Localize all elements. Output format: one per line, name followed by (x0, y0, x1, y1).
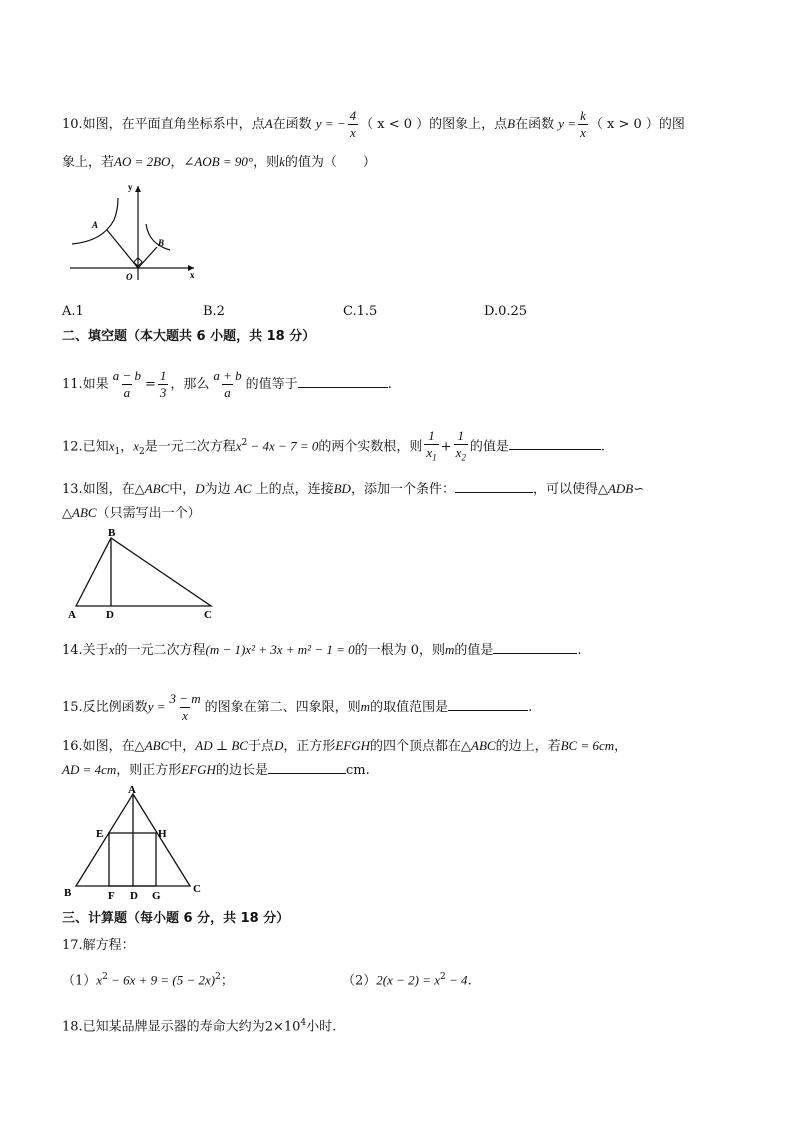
q16-line1 (62, 736, 627, 757)
q16-answer-blank[interactable] (268, 761, 346, 774)
q13-text-f: ，添加一个条件： (350, 482, 455, 497)
q17-p1-sup: 2 (102, 972, 108, 982)
q10-fn1-lhs: y = − (315, 116, 346, 131)
fraction-den-var: x (455, 445, 462, 460)
q12-eq-a: x (235, 438, 242, 454)
q16-unit: cm (345, 763, 366, 778)
q11-fraction-1 (111, 368, 143, 401)
q16-text-k: 的边长是 (215, 763, 268, 778)
q15-text-c: 的取值范围是 (370, 700, 449, 715)
label-c: C (204, 609, 212, 621)
fraction-numerator: a − b (112, 368, 141, 383)
q12-text-c: 的两个实数根，则 (318, 439, 423, 455)
q15-lhs: y = (147, 699, 166, 714)
fraction-numerator: 1 (428, 428, 435, 443)
q18-val: 2×10 (264, 1019, 301, 1035)
q16-text-a: 16.如图，在△ (62, 739, 145, 754)
q16-abc-2: ABC (471, 738, 496, 753)
q17-parts (62, 967, 472, 991)
q10-line1 (62, 108, 685, 141)
section-2-heading: 二、填空题（本大题共 6 小题，共 18 分） (62, 329, 316, 344)
fraction-numerator: a + b (213, 368, 242, 383)
q10-point-b: B (507, 116, 516, 131)
label-h: H (158, 828, 167, 840)
q17-p2-label: （2） (342, 973, 377, 989)
fraction-numerator: 4 (349, 108, 357, 123)
q13-text-h: （只需写出一个） (96, 506, 201, 521)
q16-bc: BC = 6cm (560, 738, 615, 753)
q12 (62, 428, 605, 466)
q12-eq-sup: 2 (241, 437, 248, 448)
option-a[interactable]: A.1 (62, 304, 84, 319)
q16-sq-2: EFGH (181, 762, 216, 777)
q16-text-e: ，正方形 (283, 739, 336, 754)
q13-bd: BD (333, 481, 351, 496)
q15-answer-blank[interactable] (448, 698, 528, 711)
q10-fn2-fraction (578, 108, 588, 141)
q14-x: x (108, 642, 115, 657)
q10-cond2: （ x > 0 ） (589, 117, 659, 132)
q16-text-f: 的四个顶点都在△ (370, 739, 472, 754)
q11-text-b: ，那么 (170, 377, 210, 392)
q13-answer-blank[interactable] (455, 480, 533, 493)
fraction-denominator: 3 (159, 385, 167, 400)
q17-p1-a: x (96, 972, 103, 988)
q18-sup: 4 (300, 1018, 307, 1028)
q14 (62, 640, 582, 661)
label-c: C (193, 883, 201, 895)
q13-text-c: 为边 (204, 482, 231, 497)
q10-cond1: （ x < 0 ） (360, 117, 430, 132)
fraction-denominator: a (123, 385, 131, 400)
q12-text-a: 12.已知 (62, 439, 109, 455)
fraction-denominator: x (349, 125, 356, 140)
q13-line2 (62, 503, 201, 524)
q12-end: . (600, 439, 605, 455)
segment-ao (107, 230, 138, 268)
q10-text-f: 象上，若 (62, 155, 115, 170)
q10-text-b: 在函数 (272, 117, 312, 132)
option-c[interactable]: C.1.5 (343, 304, 378, 319)
triangle-abc (76, 538, 211, 606)
option-b[interactable]: B.2 (203, 304, 225, 319)
q14-text-d: 的值是 (454, 643, 494, 658)
q17-p2-a: 2(x − 2) = x (376, 972, 441, 988)
label-e: E (96, 828, 104, 840)
fraction-numerator: 1 (457, 428, 464, 443)
q14-end: . (577, 643, 582, 658)
q15-text-a: 15.反比例函数 (62, 700, 148, 715)
label-d: D (130, 890, 138, 902)
q15-fraction (167, 691, 202, 724)
q16-sq: EFGH (335, 738, 371, 753)
section-3-heading: 三、计算题（每小题 6 分，共 18 分） (62, 911, 290, 926)
q17-p1-label: （1） (62, 973, 97, 989)
q12-sub1: 1 (114, 446, 121, 457)
q10-var-k: k (279, 154, 285, 169)
label-b: B (108, 528, 116, 539)
q16-text-j: ，则正方形 (116, 763, 182, 778)
fraction-numerator: k (580, 108, 586, 123)
q11-text-a: 11.如果 (62, 377, 109, 392)
fraction-denominator: a (224, 385, 231, 400)
q17-p1-b: − 6x + 9 = (5 − 2x) (107, 972, 216, 988)
fraction-den-sub: 2 (461, 452, 466, 463)
q14-answer-blank[interactable] (493, 641, 577, 654)
q11-fraction-2 (158, 368, 169, 401)
q12-text-d: 的值是 (469, 439, 509, 455)
fraction-denominator (454, 444, 468, 466)
label-x: x (190, 270, 195, 280)
q17-part2 (342, 967, 472, 991)
fraction-numerator: 1 (159, 368, 167, 383)
q10-text-g: ，则 (253, 155, 280, 170)
q10-line2: 象上，若AO = 2BO，∠AOB = 90°，则k的值为（ ） (62, 154, 376, 170)
q16-line2 (62, 760, 370, 781)
q17-p1-sup2: 2 (215, 972, 221, 982)
q13-text-b: 中， (169, 482, 196, 497)
q16-text-b: 中， (169, 739, 196, 754)
q11-eq: = (144, 377, 156, 392)
q15-end: . (528, 700, 533, 715)
q12-comma: ， (120, 439, 134, 455)
label-a: A (92, 220, 99, 230)
q17-title: 17.解方程： (62, 938, 135, 953)
fraction-den-var: x (426, 445, 433, 460)
q16-text-h: 的边上，若 (495, 739, 561, 754)
q13-text-a: 13.如图，在△ (62, 482, 145, 497)
q13-ac: AC (234, 481, 252, 496)
q13-d: D (195, 481, 205, 496)
q12-x1: x (108, 438, 115, 454)
q13-triangle-sym: △ (62, 506, 72, 521)
q10-text-a: 10.如图，在平面直角坐标系中，点 (62, 117, 265, 132)
q17-p2-b: − 4 (445, 972, 468, 988)
q15 (62, 691, 532, 724)
q15-text-b: 的图象在第二、四象限，则 (204, 700, 361, 715)
q11-text-c: 的值等于 (245, 377, 298, 392)
q16-text-i: ， (614, 739, 628, 754)
fraction-numerator: 3 − m (169, 691, 201, 706)
q16-d: D (273, 738, 284, 753)
q14-text-a: 14.关于 (62, 643, 109, 658)
q11-end: . (387, 377, 392, 392)
q10-eq1: AO = 2BO (114, 154, 171, 169)
label-o: O (126, 272, 133, 282)
q14-text-b: 的一元二次方程 (114, 643, 206, 658)
q12-x2: x (133, 438, 139, 454)
q18-text-b: 小时. (306, 1019, 337, 1035)
q17-p2-end: . (467, 973, 472, 989)
q12-sub2: 2 (139, 446, 145, 457)
q13-figure (62, 528, 222, 624)
q12-plus: + (440, 439, 452, 455)
label-b: B (64, 887, 72, 899)
q13-abc: ABC (144, 481, 170, 496)
label-a: A (68, 609, 76, 621)
segment-ob (138, 247, 157, 268)
y-axis-arrow (135, 186, 141, 192)
q13-line1 (62, 479, 644, 500)
label-b: B (158, 238, 165, 248)
q11-answer-blank[interactable] (298, 375, 388, 388)
q10-eq2: ∠AOB = 90° (183, 154, 254, 169)
q18 (62, 1013, 336, 1037)
q12-fraction-1 (424, 428, 438, 466)
q10-text-h: 的值为（ ） (284, 155, 376, 170)
q12-eq-b: − 4x − 7 = 0 (247, 438, 319, 454)
q13-adb: ADB (607, 481, 634, 496)
q17-p2-sup: 2 (440, 972, 446, 982)
q10-point-a: A (264, 116, 273, 131)
q14-eq: (m − 1)x² + 3x + m² − 1 = 0 (205, 642, 355, 657)
q15-m: m (360, 699, 371, 714)
q14-m: m (445, 642, 455, 657)
q18-text-a: 18.已知某品牌显示器的寿命大约为 (62, 1019, 265, 1035)
q13-text-e: 上的点，连接 (255, 482, 334, 497)
fraction-denominator: x (580, 125, 586, 140)
fraction-denominator: x (182, 708, 188, 723)
q12-fraction-2 (454, 428, 468, 466)
q12-text-b: 是一元二次方程 (144, 439, 236, 455)
q16-figure (62, 786, 212, 904)
fraction-denominator (424, 444, 438, 466)
fraction-den-sub: 1 (432, 452, 437, 463)
q16-abc: ABC (144, 738, 170, 753)
q11-fraction-3 (211, 368, 243, 401)
label-a: A (128, 786, 136, 796)
label-g: G (152, 890, 161, 902)
q16-end: . (365, 763, 370, 778)
q12-answer-blank[interactable] (509, 437, 601, 450)
q13-abc-2: ABC (72, 505, 97, 520)
q10-text-c: 的图象上，点 (429, 117, 508, 132)
q10-text-e: 的图 (658, 117, 685, 132)
q11 (62, 368, 392, 401)
label-y: y (128, 182, 133, 192)
q13-sim: ∽ (633, 482, 645, 497)
q10-fn2-lhs: y = (558, 116, 577, 131)
q13-text-g: ，可以使得△ (532, 482, 608, 497)
q17-p1-end: ； (220, 973, 234, 989)
q16-cond: AD ⊥ BC (195, 738, 248, 753)
q10-text-d: 在函数 (515, 117, 555, 132)
label-f: F (108, 890, 115, 902)
label-d: D (106, 609, 114, 621)
q10-figure (62, 180, 202, 290)
q16-text-c: 于点 (247, 739, 274, 754)
q14-text-c: 的一根为 0，则 (354, 643, 446, 658)
q10-fn1-fraction (348, 108, 359, 141)
q16-ad: AD = 4cm (62, 762, 117, 777)
option-d[interactable]: D.0.25 (484, 304, 528, 319)
